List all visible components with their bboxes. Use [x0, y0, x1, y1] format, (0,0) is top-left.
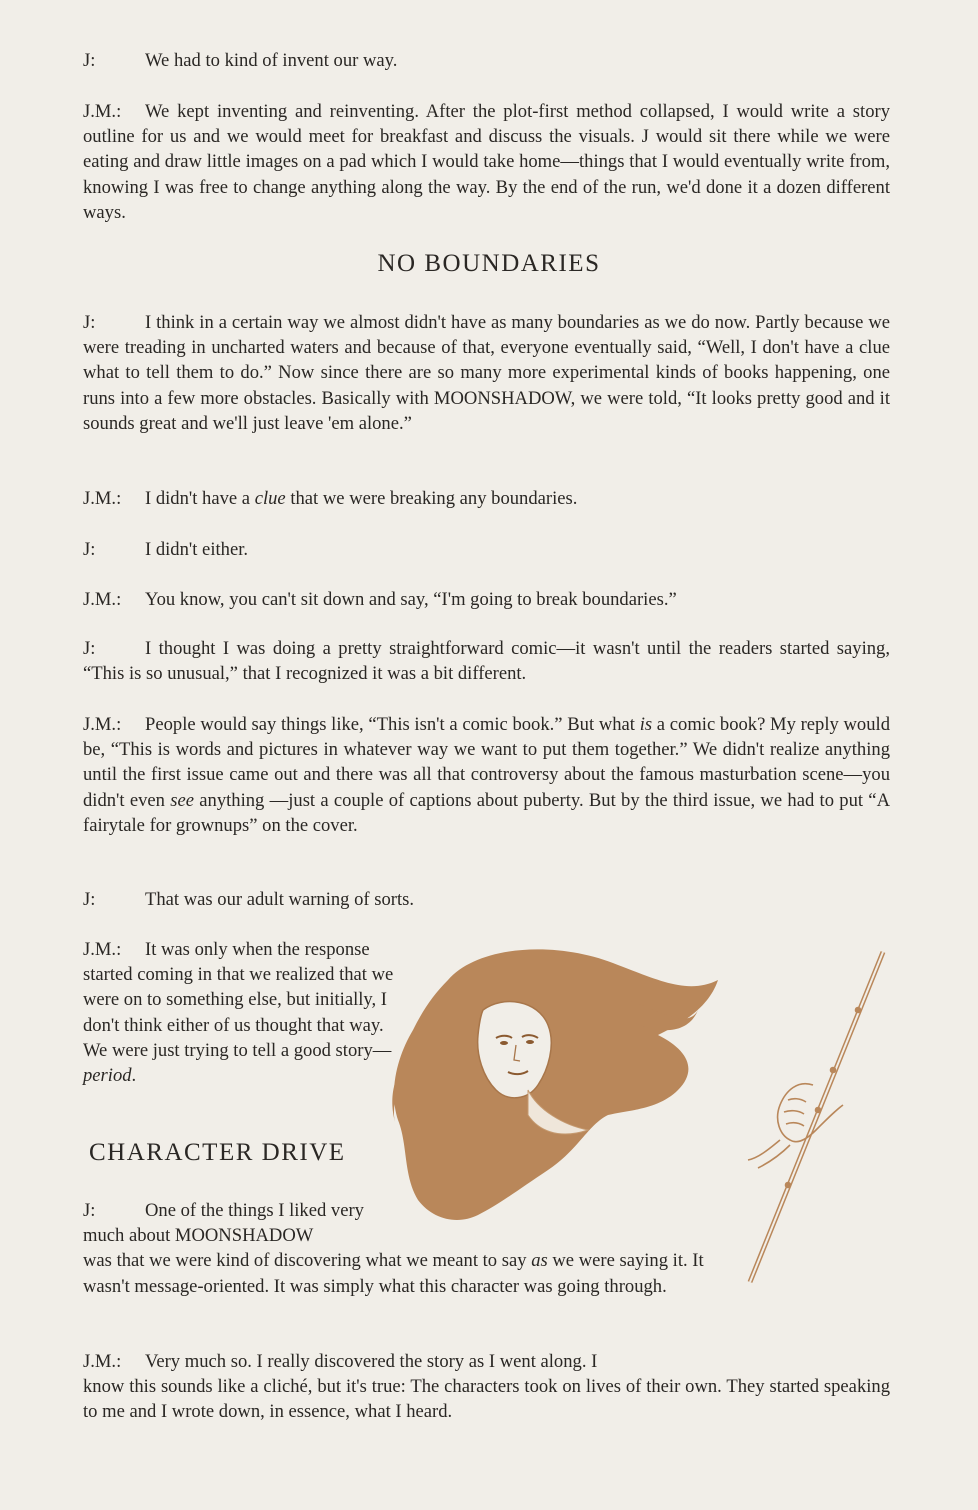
dialogue-paragraph: [83, 486, 890, 511]
dialogue-text: that we were breaking any boundaries.: [285, 488, 578, 509]
dialogue-text: I think in a certain way we almost didn't have as many boundaries as we do now. Partly because we were treading in uncharted waters and because of that, everyone eventually said, “Well, I don't have a clue what to tell them to do.” Now since there are so many more experimental kinds of books happening, one runs into a few more obstacles. Basically with MOONSHADOW, we were told, “It looks pretty good and it sounds great and we'll just leave 'em alone.”: [83, 312, 890, 434]
illustration-woman-with-flute: [388, 940, 898, 1300]
dialogue-paragraph: [83, 636, 890, 686]
dialogue-text: was that we were kind of discovering what we meant to say: [83, 1250, 532, 1272]
speaker-label: J.M.:: [83, 589, 122, 610]
hand-holding-flute-icon: [748, 952, 883, 1282]
dialogue-paragraph: [83, 99, 890, 225]
emphasis-text: is: [639, 714, 653, 735]
dialogue-paragraph: [83, 310, 890, 436]
dialogue-text: It was only when the response started coming in that we realized that we were on to something else, but initially, I don't think either of us thought that way. We were just trying to tell a good story—: [83, 939, 394, 1061]
speaker-label: J.M.:: [83, 1351, 122, 1372]
flowing-hair-icon: [392, 949, 718, 1220]
dialogue-text: we were saying it. It wasn't message-oriented. It was simply what this character was going through.: [83, 1250, 704, 1297]
dialogue-paragraph: [83, 48, 890, 73]
emphasis-text: as: [531, 1250, 548, 1272]
speaker-label: J:: [83, 638, 96, 659]
dialogue-text: know this sounds like a cliché, but it's true: The characters took on lives of their own. They started speaking to me and I wrote down, in essence, what I heard.: [83, 1376, 890, 1423]
dialogue-text: We kept inventing and reinventing. After the plot-first method collapsed, I would write a story outline for us and we would meet for breakfast and discuss the visuals. J would sit there while we were eating and draw little images on a pad which I would take home—things that I would eventually write from, knowing I was free to change anything along the way. By the end of the run, we'd done it a dozen different ways.: [83, 101, 890, 223]
section-heading: NO BOUNDARIES: [377, 250, 601, 277]
speaker-label: J:: [83, 312, 96, 333]
dialogue-text: People would say things like, “This isn't a comic book.” But what: [145, 714, 640, 735]
emphasis-text: clue: [254, 488, 286, 509]
dialogue-text: You know, you can't sit down and say, “I'm going to break boundaries.”: [145, 589, 677, 610]
speaker-label: J:: [83, 50, 96, 71]
dialogue-paragraph: [83, 937, 399, 1088]
speaker-label: J.M.:: [83, 101, 122, 122]
dialogue-paragraph: [83, 1349, 890, 1425]
dialogue-paragraph: [83, 887, 890, 912]
dialogue-text: anything —just a couple of captions about puberty. But by the third issue, we had to put “A fairytale for grownups” on the cover.: [83, 789, 890, 836]
dialogue-paragraph: [83, 712, 890, 838]
dialogue-text: .: [131, 1065, 137, 1087]
speaker-label: J.M.:: [83, 714, 122, 735]
speaker-label: J:: [83, 889, 96, 910]
emphasis-text: period: [83, 1065, 132, 1087]
speaker-label: J.M.:: [83, 488, 122, 509]
dialogue-text: Very much so. I really discovered the story as I went along. I: [145, 1351, 598, 1372]
dialogue-text: I thought I was doing a pretty straightforward comic—it wasn't until the readers started saying, “This is so unusual,” that I recognized it was a bit different.: [83, 638, 890, 685]
speaker-label: J:: [83, 1200, 96, 1221]
dialogue-paragraph: [83, 587, 890, 612]
emphasis-text: see: [170, 789, 194, 811]
dialogue-text: That was our adult warning of sorts.: [145, 889, 415, 910]
dialogue-text: a comic book? My reply would be, “This is words and pictures in whatever way we want to put them together.” We didn't realize anything until the first issue came out and there was all that controversy about the famous masturbation scene—you didn't even: [83, 714, 890, 811]
speaker-label: J:: [83, 539, 96, 560]
dialogue-text: We had to kind of invent our way.: [145, 50, 398, 71]
dialogue-text: One of the things I liked very much about MOONSHADOW: [83, 1200, 364, 1247]
dialogue-paragraph: [83, 537, 890, 562]
dialogue-text: I didn't either.: [145, 539, 249, 560]
dialogue-text: I didn't have a: [145, 488, 255, 509]
section-heading: CHARACTER DRIVE: [89, 1139, 346, 1166]
speaker-label: J.M.:: [83, 939, 122, 960]
